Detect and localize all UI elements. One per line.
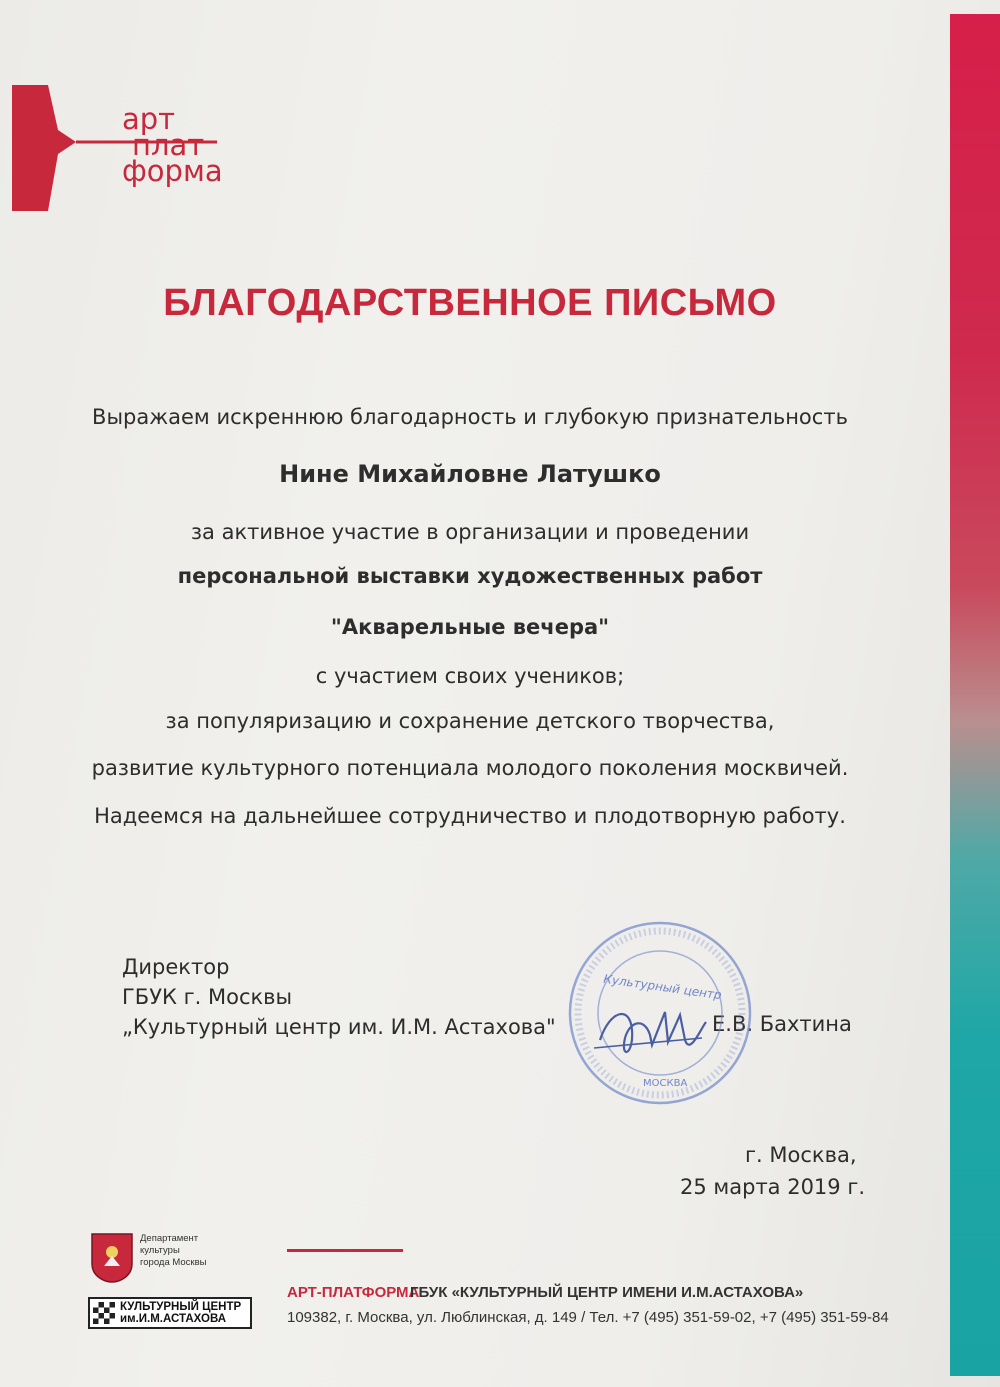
stamp-bottom-text: МОСКВА [643, 1078, 688, 1089]
dept-line3: города Москвы [140, 1257, 207, 1268]
footer-red-rule [287, 1249, 403, 1252]
signatory-org-line1: ГБУК г. Москвы [122, 985, 293, 1009]
footer-org: ГБУК «КУЛЬТУРНЫЙ ЦЕНТР ИМЕНИ И.М.АСТАХОВА» [410, 1284, 804, 1301]
official-stamp [565, 918, 755, 1108]
department-label [140, 1233, 206, 1269]
footer-brand: АРТ-ПЛАТФОРМА [287, 1284, 420, 1301]
kc-logo-line2: им.И.М.АСТАХОВА [120, 1313, 227, 1325]
logo-mark [12, 80, 242, 215]
footer-address: 109382, г. Москва, ул. Люблинская, д. 149 / Тел. +7 (495) 351-59-02, +7 (495) 351-59-84 [287, 1309, 889, 1326]
handwritten-signature [590, 1000, 710, 1070]
body-line-exhibition: персональной выставки художественных работ [177, 564, 763, 588]
letter-date: 25 марта 2019 г. [680, 1175, 866, 1199]
body-line-development: развитие культурного потенциала молодого поколения москвичей. [91, 756, 849, 780]
logo-text-line3: форма [122, 154, 223, 188]
body-line-gratitude: Выражаем искреннюю благодарность и глубокую признательность [92, 405, 848, 429]
logo-text-line1: арт [122, 102, 176, 136]
moscow-coat-of-arms-icon [90, 1232, 134, 1284]
dept-line1: Департамент [140, 1233, 199, 1244]
logo-text-line2: плат [132, 128, 205, 162]
art-platforma-logo [12, 80, 242, 215]
signatory-name: Е.В. Бахтина [712, 1012, 852, 1036]
signatory-org-line2: „Культурный центр им. И.М. Астахова" [122, 1015, 556, 1039]
body-line-students: с участием своих учеников; [315, 664, 625, 688]
body-line-popularization: за популяризацию и сохранение детского творчества, [165, 709, 775, 733]
recipient-name: Нине Михайловне Латушко [279, 460, 661, 488]
stamp-center-text: Культурный центр [602, 971, 723, 1003]
signatory-role: Директор [122, 955, 230, 979]
dept-line2: культуры [140, 1245, 180, 1256]
checker-icon [93, 1302, 115, 1324]
side-color-stripe [950, 14, 1000, 1376]
place-city: г. Москва, [745, 1143, 857, 1167]
exhibition-name: "Акварельные вечера" [330, 615, 610, 639]
kc-logo-line1: КУЛЬТУРНЫЙ ЦЕНТР [120, 1301, 242, 1313]
letter-title: БЛАГОДАРСТВЕННОЕ ПИСЬМО [163, 282, 777, 324]
body-line-hope: Надеемся на дальнейшее сотрудничество и плодотворную работу. [94, 804, 846, 828]
culture-center-logo [88, 1297, 252, 1329]
body-line-participation: за активное участие в организации и проведении [190, 520, 750, 544]
